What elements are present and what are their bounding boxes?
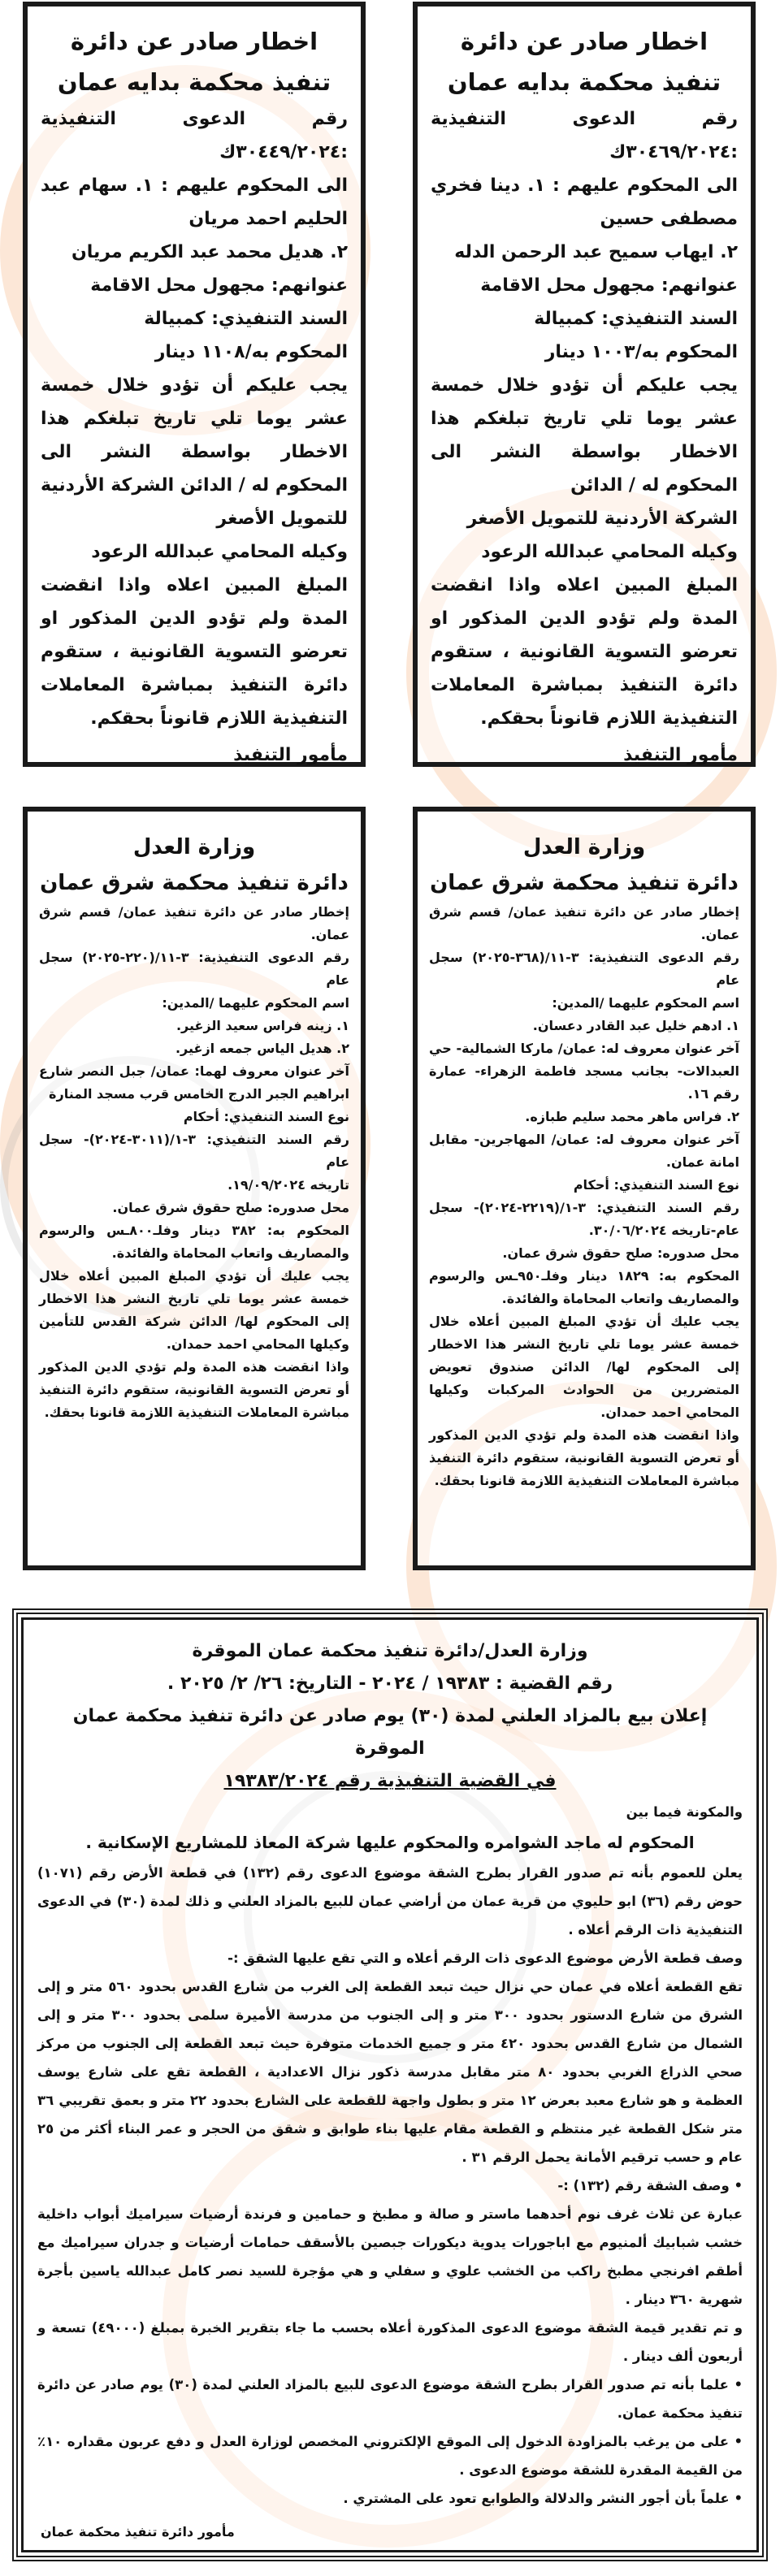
warning: المبلغ المبين اعلاه واذا انقضت المدة ولم تؤدو الدين المذكور او تعرضو التسوية القانونية ، ستقوم دائرة التنفيذ بمباشرة المعاملات التنفيذية اللازم قانوناً بحقكم. [41,575,348,729]
notice-title: تنفيذ محكمة بدايه عمان [447,68,722,96]
case-number-date: رقم القضية : ١٩٣٨٣ / ٢٠٢٤ - التاريخ: ٢٦/ ٢/ ٢٠٢٥ . [167,1673,613,1694]
notice-title: اخطار صادر عن دائرة [460,28,708,55]
payment-demand: يجب عليك أن تؤدي المبلغ المبين أعلاه خلال خمسة عشر يوما تلي تاريخ النشر هذا الاخطار إلى المحكوم لها/ الدائن شركة القدس للتأمين وكيلها المحامي احمد حمدان. [39,1268,349,1352]
lawyer: وكيله المحامي عبدالله الرعود [481,542,738,562]
deposit-note: • على من يرغب بالمزاودة الدخول إلى الموقع الإلكتروني المخصص لوزارة العدل و دفع عربون مقداره ١٠٪ من القيمة المقدرة للشقة موضوع الدعوى . [37,2434,743,2478]
signature: مأمور التنفيذ [233,745,348,765]
notice-line: إخطار صادر عن دائرة تنفيذ عمان/ قسم شرق عمان. [429,904,739,942]
warning: واذا انقضت هذه المدة ولم تؤدي الدين المذكور أو تعرض التسوية القانونية، ستقوم دائرة التنفيذ مباشرة المعاملات التنفيذية اللازمة قانونا بحقك. [39,1359,349,1420]
auction-paragraph: يعلن للعموم بأنه تم صدور القرار بطرح الشقة موضوع الدعوى رقم (١٣٢) في قطعة الأرض رقم (١٠٧١) حوض رقم (٣٦) ابو حليوي من قرية عمان من أراضي عمان للبيع بالمزاد العلني و ذلك لمدة (٣٠) في الدعوى التنفيذية ذات الرقم أعلاه . [37,1865,743,1937]
address: آخر عنوان معروف لهما: عمان/ جبل النصر شارع ابراهيم الجبر الدرج الخامس قرب مسجد المنارة [39,1063,349,1102]
instrument-number: رقم السند التنفيذي: ٣-١/(٢٢١٩-٢٠٢٤)- سجل عام-تاريخه ٣٠/٠٦/٢٠٢٤. [429,1200,739,1238]
instrument-number: رقم السند التنفيذي: ٣-١/(٣٠١١-٢٠٢٤)- سجل عام [39,1132,349,1170]
address: عنوانهم: مجهول محل الاقامة [90,275,348,296]
amount: المحكوم به: ١٨٢٩ دينار وفلـ٩٥٠ـس والرسوم والمصاريف واتعاب المحاماة والفائدة. [429,1268,740,1306]
amount: المحكوم به/١٠٠٣ دينار [544,342,738,362]
auction-announcement: إعلان بيع بالمزاد العلني لمدة (٣٠) يوم صادر عن دائرة تنفيذ محكمة عمان الموقرة [72,1706,708,1759]
address: آخر عنوان معروف له: عمان/ المهاجرين- مقابل امانة عمان. [429,1132,739,1170]
instrument-type: نوع السند التنفيذي: أحكام [183,1109,349,1124]
defendants: الى المحكوم عليهم : ١. دينا فخري مصطفى حسين [431,175,738,229]
payment-demand: يجب عليكم أن تؤدو خلال خمسة عشر يوما تلي تاريخ تبلغكم هذا الاخطار بواسطة النشر الى المحكوم له / الدائن الشركة الأردنية للتمويل الأصغر [41,375,348,529]
notice-title: وزارة العدل [522,835,646,859]
issued-at: محل صدوره: صلح حقوق شرق عمان. [502,1245,739,1261]
notice-mid-right [413,807,756,1570]
signature: مأمور دائرة تنفيذ محكمة عمان [41,2524,235,2539]
warning: واذا انقضت هذه المدة ولم تؤدي الدين المذكور أو تعرض التسوية القانونية، ستقوم دائرة التنفيذ مباشرة المعاملات التنفيذية اللازمة قانونا بحقك. [429,1427,739,1488]
defendant-1: ١. ادهم خليل عبد القادر دعسان. [532,1018,739,1033]
notice-title: دائرة تنفيذ محكمة شرق عمان [430,871,739,895]
notice-title: وزارة العدل [132,835,256,859]
notice-title: اخطار صادر عن دائرة [70,28,318,55]
apartment-heading: • وصف الشقة رقم (١٣٢) :- [557,2178,743,2193]
notice-line: اسم المحكوم عليهما /المدين: [552,995,739,1011]
defendant-1: ١. زينه فراس سعيد الزغير. [176,1018,349,1033]
lawyer: وكيله المحامي عبدالله الرعود [91,542,348,562]
notice-top-left [23,2,366,767]
warning: المبلغ المبين اعلاه واذا انقضت المدة ولم تؤدو الدين المذكور او تعرضو التسوية القانونية ، ستقوم دائرة التنفيذ بمباشرة المعاملات التنفيذية اللازم قانوناً بحقكم. [431,575,738,729]
execution-case: في القضية التنفيذية رقم ١٩٣٨٣/٢٠٢٤ [223,1771,557,1791]
instrument: السند التنفيذي: كمبيالة [534,309,738,329]
signature: مأمور التنفيذ [623,745,738,765]
land-description: تقع القطعة أعلاه في عمان حي نزال حيث تبعد القطعة إلى الغرب من شارع القدس بحدود ٥٦٠ متر و إلى الشرق من شارع الدستور بحدود ٣٠٠ متر و إلى الجنوب من مدرسة الأميرة سلمى بحدود ٣٠٠ متر و إلى الشمال من شارع القدس بحدود ٤٢٠ متر و جميع الخدمات متوفرة حيث تبعد القطعة إلى الجنوب من مركز صحي الذراع الغربي بحدود ٨٠ متر مقابل مدرسة ذكور نزال الاعدادية ، القطعة تقع على شارع يوسف العظمة و هو شارع معبد بعرض ١٢ متر و بطول واجهة للقطعة على الشارع بحدود ٢٢ متر و بعمق تقريبي ٣٦ متر شكل القطعة غير منتظم و القطعة مقام عليها بناء طوابق و شقق من الحجر و عمر البناء أكثر من ٢٥ عام و حسب ترقيم الأمانة يحمل الرقم ٣١ . [37,1979,743,2165]
payment-demand: يجب عليك أن تؤدي المبلغ المبين أعلاه خلال خمسة عشر يوما تلي تاريخ النشر هذا الاخطار إلى المحكوم لها/ الدائن صندوق تعويض المتضررين من الحوادث المركبات وكيلها المحامي احمد حمدان. [429,1314,739,1420]
auction-note: • علما بأنه تم صدور القرار بطرح الشقة موضوع الدعوى للبيع بالمزاد العلني لمدة (٣٠) يوم صادر عن دائرة تنفيذ محكمة عمان. [37,2377,743,2421]
case-number: رقم الدعوى التنفيذية: ٣-١١/(٣٦٨-٢٠٢٥) سجل عام [429,950,739,988]
defendants: الى المحكوم عليهم : ١. سهام عبد الحليم احمد مريان [41,175,348,229]
parties: المحكوم له ماجد الشوامره والمحكوم عليها شركة المعاذ للمشاريع الإسكانية . [85,1833,695,1852]
notice-mid-left [23,807,366,1570]
valuation: و تم تقدير قيمة الشقة موضوع الدعوى المذكورة أعلاه بحسب ما جاء بتقرير الخبرة بمبلغ (٤٩٠٠٠) تسعة و أربعون ألف دينار . [37,2320,743,2364]
instrument-type: نوع السند التنفيذي: أحكام [573,1177,739,1193]
case-number: رقم الدعوى التنفيذية :٣٠٤٦٩/٢٠٢٤ك [431,109,738,162]
instrument: السند التنفيذي: كمبيالة [144,309,348,329]
land-description-heading: وصف قطعة الأرض موضوع الدعوى ذات الرقم أعلاه و التي تقع عليها الشقق :- [228,1950,743,1966]
notice-title: دائرة تنفيذ محكمة شرق عمان [40,871,349,895]
auction-notice [12,1608,768,2561]
defendant-2: ٢. هديل الياس جمعه ازغير. [175,1041,349,1056]
issued-at: محل صدوره: صلح حقوق شرق عمان. [112,1200,349,1215]
amount: المحكوم به: ٣٨٢ دينار وفلـ٨٠٠ـس والرسوم والمصاريف واتعاب المحاماة والفائدة. [39,1223,350,1261]
notice-line: اسم المحكوم عليهما /المدين: [162,995,349,1011]
notice-top-right [413,2,756,767]
creditor: الشركة الأردنية للتمويل الأصغر [466,509,738,529]
notice-title: تنفيذ محكمة بدايه عمان [57,68,332,96]
auction-heading: وزارة العدل/دائرة تنفيذ محكمة عمان الموقرة [192,1641,588,1661]
payment-demand: يجب عليكم أن تؤدو خلال خمسة عشر يوما تلي تاريخ تبلغكم هذا الاخطار بواسطة النشر الى المحكوم له / الدائن [431,375,738,496]
notice-line: إخطار صادر عن دائرة تنفيذ عمان/ قسم شرق عمان. [39,904,349,942]
address: آخر عنوان معروف له: عمان/ ماركا الشمالية- حي العبدالات- بجانب مسجد فاطمة الزهراء- عمارة رقم ١٦. [429,1041,739,1102]
defendant-2: ٢. هديل محمد عبد الكريم مريان [72,242,348,262]
apartment-description: عبارة عن ثلاث غرف نوم أحدهما ماستر و صالة و مطبخ و حمامين و فرندة أرضيات سيراميك أبواب داخلية خشب شبابيك ألمنيوم مع اباجورات يدوية ديكورات جبصين بالأسقف حمامات أرضيات و جدران سيراميك مع أطقم افرنجي مطبخ راكب من الخشب علوي و سفلي و هي مؤجرة للسيد نصر كامل عبدالله ياسين بأجرة شهرية ٣٦٠ دينار . [37,2206,743,2307]
instrument-date: تاريخه ١٩/٠٩/٢٠٢٤. [228,1177,349,1193]
address: عنوانهم: مجهول محل الاقامة [480,275,738,296]
amount: المحكوم به/١١٠٨ دينار [154,342,348,362]
case-number: رقم الدعوى التنفيذية: ٣-١١/(٢٢٠-٢٠٢٥) سجل عام [39,950,349,988]
case-number: رقم الدعوى التنفيذية :٣٠٤٤٩/٢٠٢٤ك [41,109,348,162]
fees-note: • علماً بأن أجور النشر والدلالة والطوابع تعود على المشتري . [343,2491,743,2506]
defendant-2: ٢. ايهاب سميح عبد الرحمن الدله [454,242,738,262]
defendant-2: ٢. فراس ماهر محمد سليم طبازه. [525,1109,739,1124]
intro: والمكونة فيما بين [626,1804,743,1820]
